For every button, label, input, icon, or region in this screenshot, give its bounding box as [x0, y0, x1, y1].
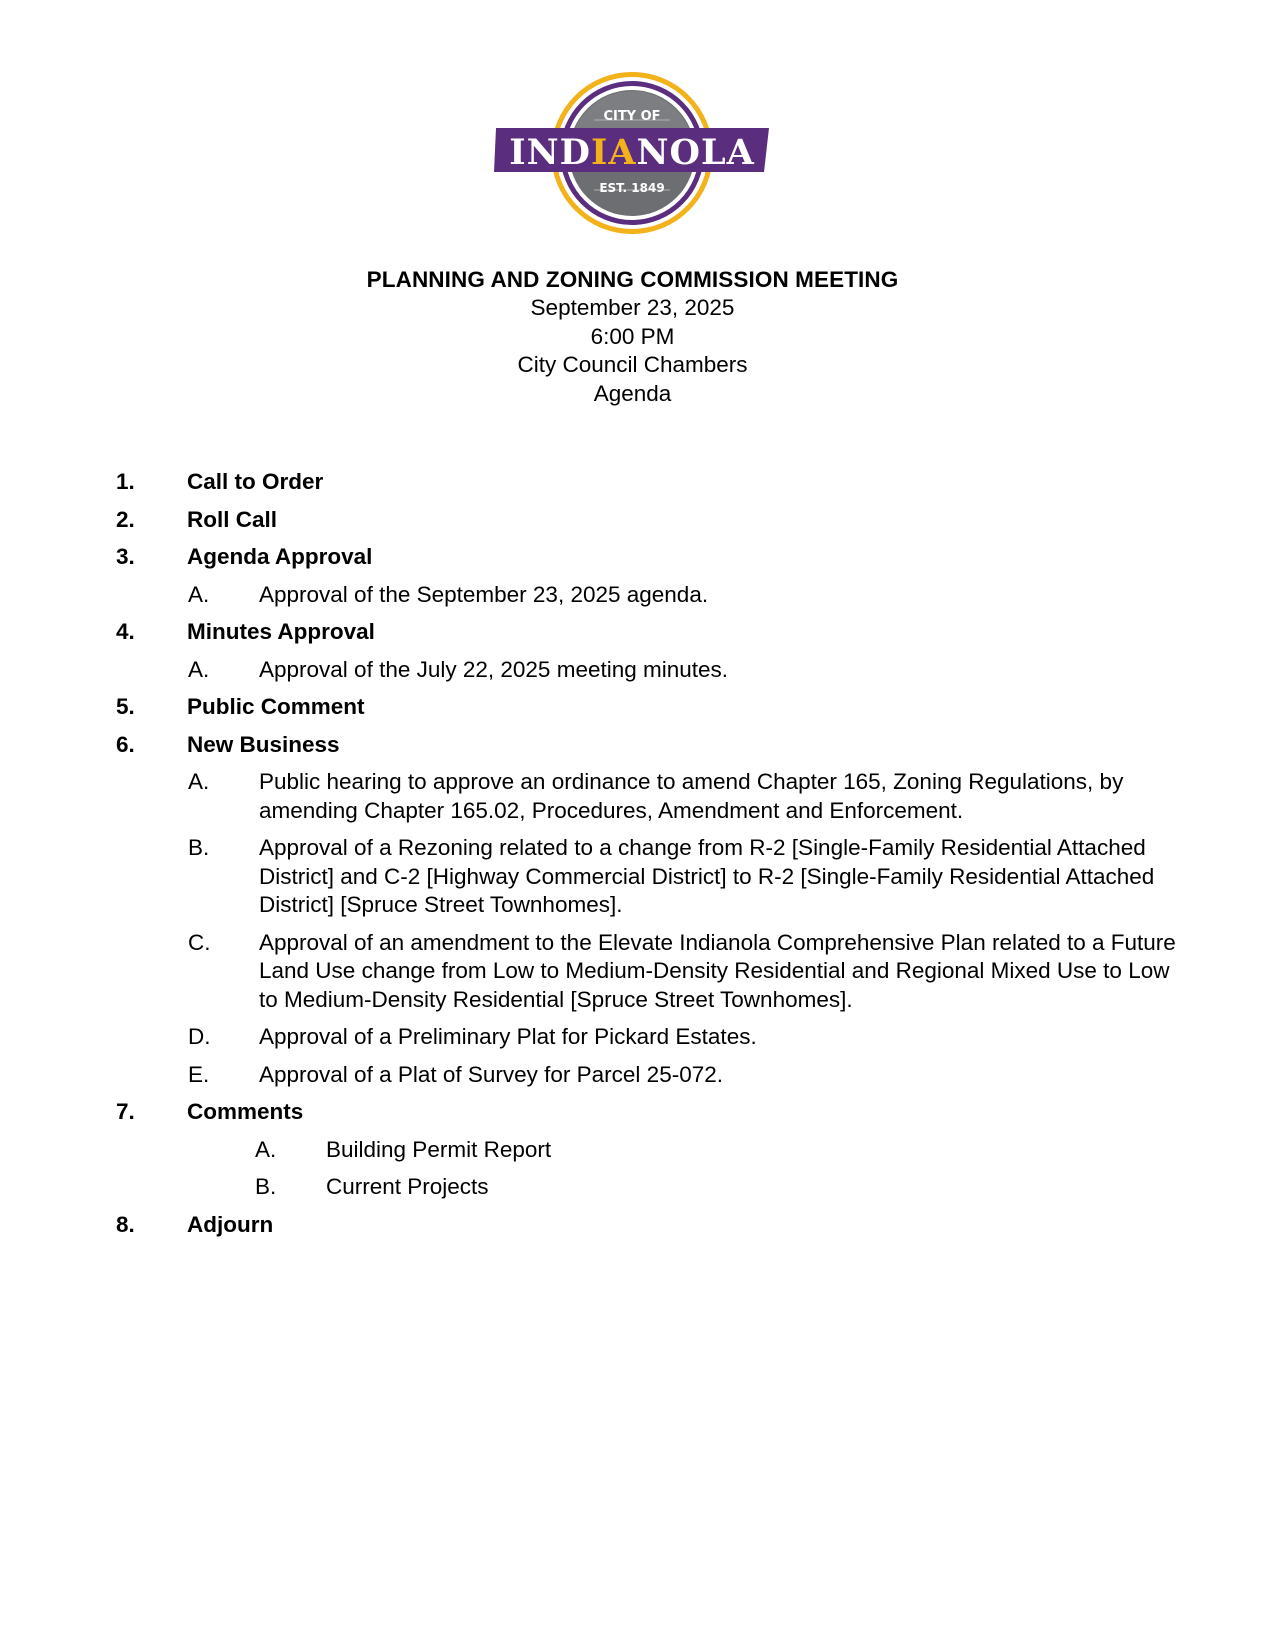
- meeting-date: September 23, 2025: [530, 295, 735, 320]
- subitem-text: Approval of the September 23, 2025 agenda.: [259, 581, 709, 607]
- agenda-subitem: [116, 1061, 1176, 1090]
- agenda-subitem: [116, 1173, 1176, 1202]
- agenda-item-8: [116, 1211, 1176, 1240]
- agenda-item-number: 2.: [116, 506, 135, 532]
- subitem-letter: C.: [188, 929, 211, 955]
- agenda-item-label: Adjourn: [187, 1211, 274, 1237]
- subitem-text: Approval of a Rezoning related to a change from R-2 [Single-Family Residential Attached District] and C-2 [Highway Commercial District] to R-2 [Single-Family Residential Attached District] [Spruce Street Townhomes].: [259, 835, 1155, 917]
- meeting-time: 6:00 PM: [590, 323, 675, 349]
- agenda-item-label: Public Comment: [187, 694, 365, 719]
- meeting-location: City Council Chambers: [517, 352, 748, 377]
- agenda-list: [116, 468, 1176, 1248]
- agenda-item-label: New Business: [187, 731, 340, 757]
- agenda-item-number: 5.: [116, 694, 135, 719]
- agenda-subitem: [116, 1023, 1176, 1052]
- subitem-text: Current Projects: [326, 1174, 489, 1199]
- subitem-text: Approval of the July 22, 2025 meeting minutes.: [259, 656, 729, 682]
- subitem-text: Public hearing to approve an ordinance to amend Chapter 165, Zoning Regulations, by amending Chapter 165.02, Procedures, Amendment and Enforcement.: [259, 769, 1124, 823]
- subitem-letter: A.: [188, 656, 210, 682]
- subitem-text: Approval of a Preliminary Plat for Pickard Estates.: [259, 1024, 757, 1049]
- agenda-item-label: Roll Call: [187, 506, 278, 532]
- agenda-item-4: [116, 618, 1176, 647]
- agenda-item-6: [116, 731, 1176, 760]
- logo-name: [509, 132, 755, 173]
- logo-name-part1: IND: [509, 132, 591, 173]
- subitem-letter: A.: [188, 581, 210, 607]
- logo-name-part2: IA: [590, 132, 637, 173]
- agenda-item-3: [116, 543, 1176, 572]
- agenda-subitem: [116, 656, 1176, 685]
- agenda-item-number: 6.: [116, 731, 135, 757]
- logo-name-part3: NOLA: [636, 132, 755, 173]
- subitem-text: Building Permit Report: [326, 1136, 552, 1162]
- subitem-letter: E.: [188, 1061, 210, 1087]
- agenda-item-2: [116, 506, 1176, 535]
- subitem-letter: B.: [188, 835, 210, 860]
- agenda-subitem: [116, 1136, 1176, 1165]
- agenda-item-number: 8.: [116, 1211, 135, 1237]
- agenda-subitem: [116, 768, 1176, 825]
- agenda-item-5: [116, 693, 1176, 722]
- city-logo: [494, 68, 771, 245]
- meeting-header: [0, 266, 1265, 408]
- agenda-item-label: Agenda Approval: [187, 544, 373, 569]
- agenda-item-7: [116, 1098, 1176, 1127]
- agenda-subitem: [116, 834, 1176, 920]
- agenda-item-label: Call to Order: [187, 469, 324, 494]
- agenda-subitem: [116, 929, 1176, 1015]
- agenda-item-number: 3.: [116, 544, 135, 569]
- subitem-text: Approval of an amendment to the Elevate Indianola Comprehensive Plan related to a Future Land Use change from Low to Medium-Density Residential and Regional Mixed Use to Low to Medium-Density Residential [Spruce Street Townhomes].: [259, 929, 1176, 1012]
- agenda-item-1: [116, 468, 1176, 497]
- agenda-subitem: [116, 581, 1176, 610]
- logo-top-text: CITY OF: [603, 109, 661, 124]
- subitem-letter: A.: [255, 1136, 277, 1162]
- agenda-item-label: Minutes Approval: [187, 619, 375, 644]
- subitem-letter: B.: [255, 1174, 277, 1199]
- subitem-letter: D.: [188, 1024, 211, 1049]
- agenda-item-number: 4.: [116, 619, 135, 644]
- agenda-item-number: 7.: [116, 1099, 135, 1124]
- city-seal-icon: [494, 68, 771, 245]
- agenda-item-number: 1.: [116, 469, 135, 494]
- logo-bottom-text: EST. 1849: [599, 181, 665, 195]
- meeting-title: PLANNING AND ZONING COMMISSION MEETING: [366, 267, 899, 292]
- subitem-text: Approval of a Plat of Survey for Parcel 25-072.: [259, 1061, 723, 1087]
- subitem-letter: A.: [188, 769, 210, 794]
- agenda-item-label: Comments: [187, 1099, 304, 1124]
- document-type: Agenda: [593, 380, 672, 406]
